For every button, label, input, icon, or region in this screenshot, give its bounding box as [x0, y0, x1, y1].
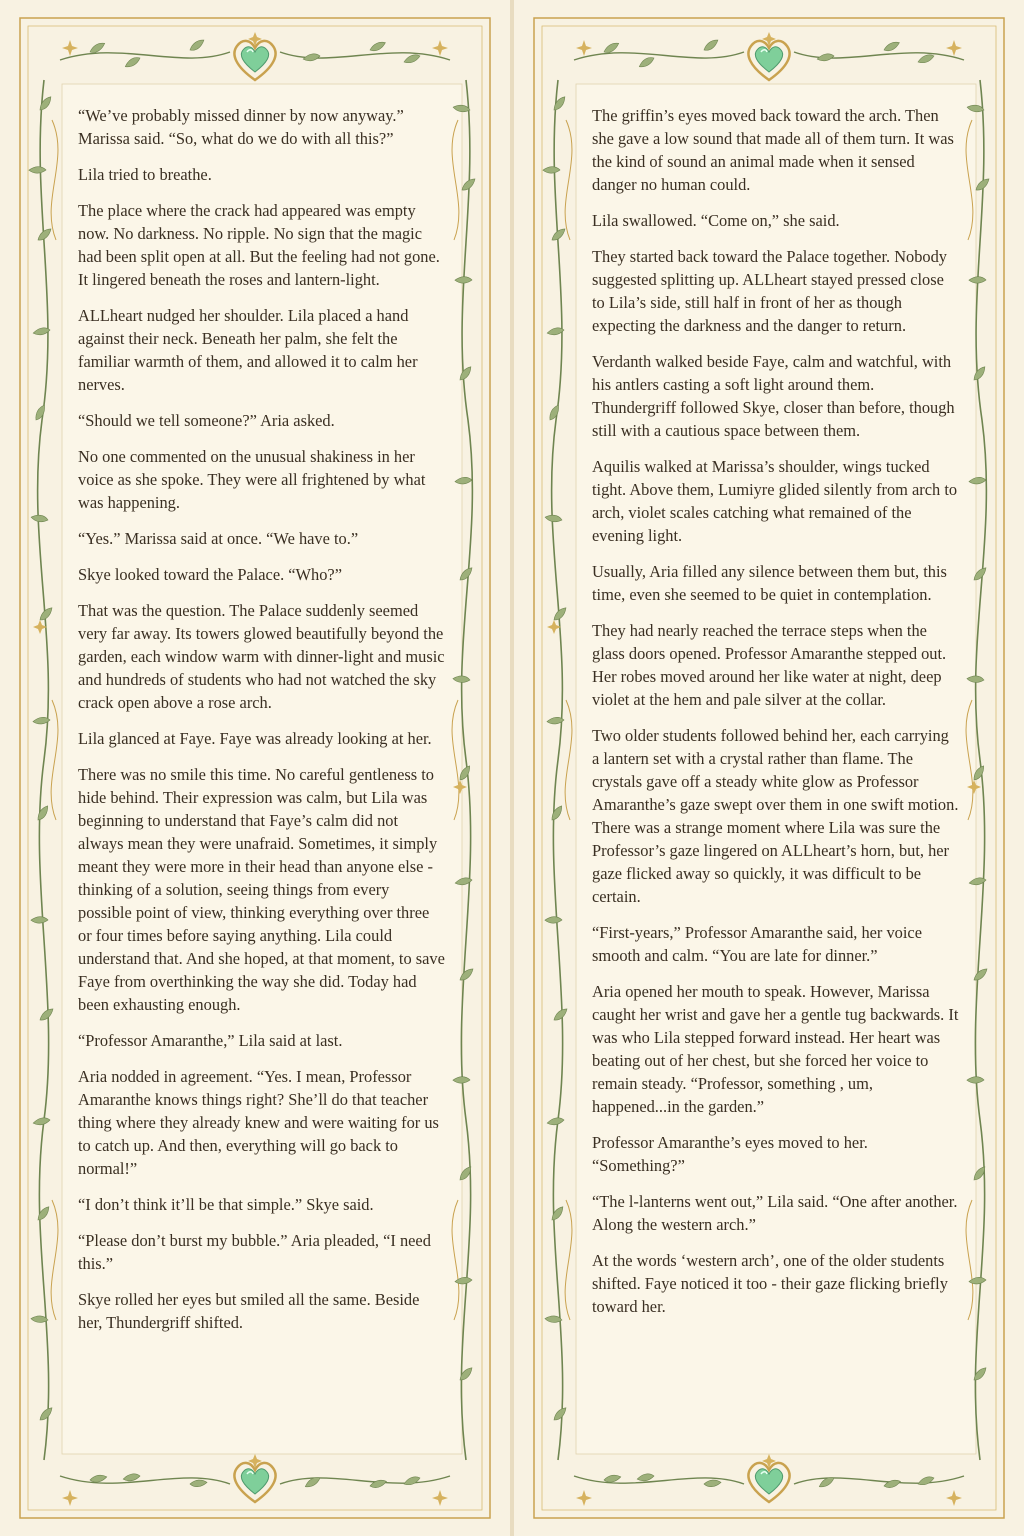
- right-page-text: [592, 104, 960, 1331]
- paragraph: The griffin’s eyes moved back toward the arch. Then she gave a low sound that made all of them turn. It was the kind of sound an animal made when it sensed danger no human could.: [592, 106, 954, 194]
- paragraph: “First-years,” Professor Amaranthe said, her voice smooth and calm. “You are late for dinner.”: [592, 923, 922, 965]
- paragraph: “The l-lanterns went out,” Lila said. “One after another. Along the western arch.”: [592, 1192, 958, 1234]
- paragraph: That was the question. The Palace suddenly seemed very far away. Its towers glowed beautifully beyond the garden, each window warm with dinner-light and music and hundreds of students who had not watched the sky crack open above a rose arch.: [78, 601, 445, 712]
- paragraph: “Please don’t burst my bubble.” Aria pleaded, “I need this.”: [78, 1231, 431, 1273]
- paragraph: No one commented on the unusual shakiness in her voice as she spoke. They were all frightened by what was happening.: [78, 447, 426, 512]
- heart-gem-icon: [739, 28, 799, 88]
- paragraph: “We’ve probably missed dinner by now anyway.” Marissa said. “So, what do we do with all this?”: [78, 106, 404, 148]
- paragraph: There was no smile this time. No careful gentleness to hide behind. Their expression was calm, but Lila was beginning to understand that Faye’s calm did not always mean they were unafraid. Sometimes, it simply meant they were more in their head than anyone else - thinking of a solution, seeing things from every possible point of view, thinking everything over three or four times before saying anything. Lila could understand that. And she hoped, at that moment, to save Faye from overthinking the way she did. Today had been exhausting enough.: [78, 765, 445, 1014]
- paragraph: Aria nodded in agreement. “Yes. I mean, Professor Amaranthe knows things right? She’ll do that teacher thing where they already knew and were waiting for us to catch up. And then, everything will go back to normal!”: [78, 1067, 439, 1178]
- heart-gem-icon: [225, 1450, 285, 1510]
- paragraph: “Should we tell someone?” Aria asked.: [78, 411, 335, 430]
- paragraph: Usually, Aria filled any silence between them but, this time, even she seemed to be quiet in contemplation.: [592, 562, 947, 604]
- paragraph: Aria opened her mouth to speak. However, Marissa caught her wrist and gave her a gentle tug backwards. It was who Lila stepped forward instead. Her heart was beating out of her chest, but she forced her voice to remain steady. “Professor, something , um, happened...in the garden.”: [592, 982, 959, 1116]
- paragraph: Aquilis walked at Marissa’s shoulder, wings tucked tight. Above them, Lumiyre glided silently from arch to arch, violet scales catching what remained of the evening light.: [592, 457, 958, 545]
- left-page: [0, 0, 510, 1536]
- paragraph: They started back toward the Palace together. Nobody suggested splitting up. ALLheart stayed pressed close to Lila’s side, still half in front of her as though expecting the darkness and the danger to return.: [592, 247, 948, 335]
- paragraph: Two older students followed behind her, each carrying a lantern set with a crystal rather than flame. The crystals gave off a steady white glow as Professor Amaranthe’s gaze swept over them in one swift motion. There was a strange moment where Lila was sure the Professor’s gaze lingered on ALLheart’s horn, but, her gaze flicked away so quickly, it was difficult to be certain.: [592, 726, 959, 906]
- paragraph: Lila glanced at Faye. Faye was already looking at her.: [78, 729, 432, 748]
- heart-gem-icon: [225, 28, 285, 88]
- paragraph: “I don’t think it’ll be that simple.” Skye said.: [78, 1195, 374, 1214]
- paragraph: ALLheart nudged her shoulder. Lila placed a hand against their neck. Beneath her palm, she felt the familiar warmth of them, and allowed it to calm her nerves.: [78, 306, 418, 394]
- paragraph: Skye rolled her eyes but smiled all the same. Beside her, Thundergriff shifted.: [78, 1290, 420, 1332]
- paragraph: “Professor Amaranthe,” Lila said at last.: [78, 1031, 343, 1050]
- heart-gem-icon: [739, 1450, 799, 1510]
- paragraph: Verdanth walked beside Faye, calm and watchful, with his antlers casting a soft light around them. Thundergriff followed Skye, closer than before, though still with a cautious space between them.: [592, 352, 955, 440]
- right-page: [514, 0, 1024, 1536]
- paragraph: At the words ‘western arch’, one of the older students shifted. Faye noticed it too - their gaze flicking briefly toward her.: [592, 1251, 948, 1316]
- paragraph: Lila tried to breathe.: [78, 165, 212, 184]
- paragraph: They had nearly reached the terrace steps when the glass doors opened. Professor Amaranthe stepped out. Her robes moved around her like water at night, deep violet at the hem and pale silver at the collar.: [592, 621, 947, 709]
- paragraph: Skye looked toward the Palace. “Who?”: [78, 565, 342, 584]
- paragraph: Professor Amaranthe’s eyes moved to her. “Something?”: [592, 1133, 868, 1175]
- paragraph: “Yes.” Marissa said at once. “We have to.”: [78, 529, 359, 548]
- left-page-text: [78, 104, 446, 1347]
- paragraph: The place where the crack had appeared was empty now. No darkness. No ripple. No sign that the magic had been split open at all. But the feeling had not gone. It lingered beneath the roses and lantern-light.: [78, 201, 440, 289]
- paragraph: Lila swallowed. “Come on,” she said.: [592, 211, 840, 230]
